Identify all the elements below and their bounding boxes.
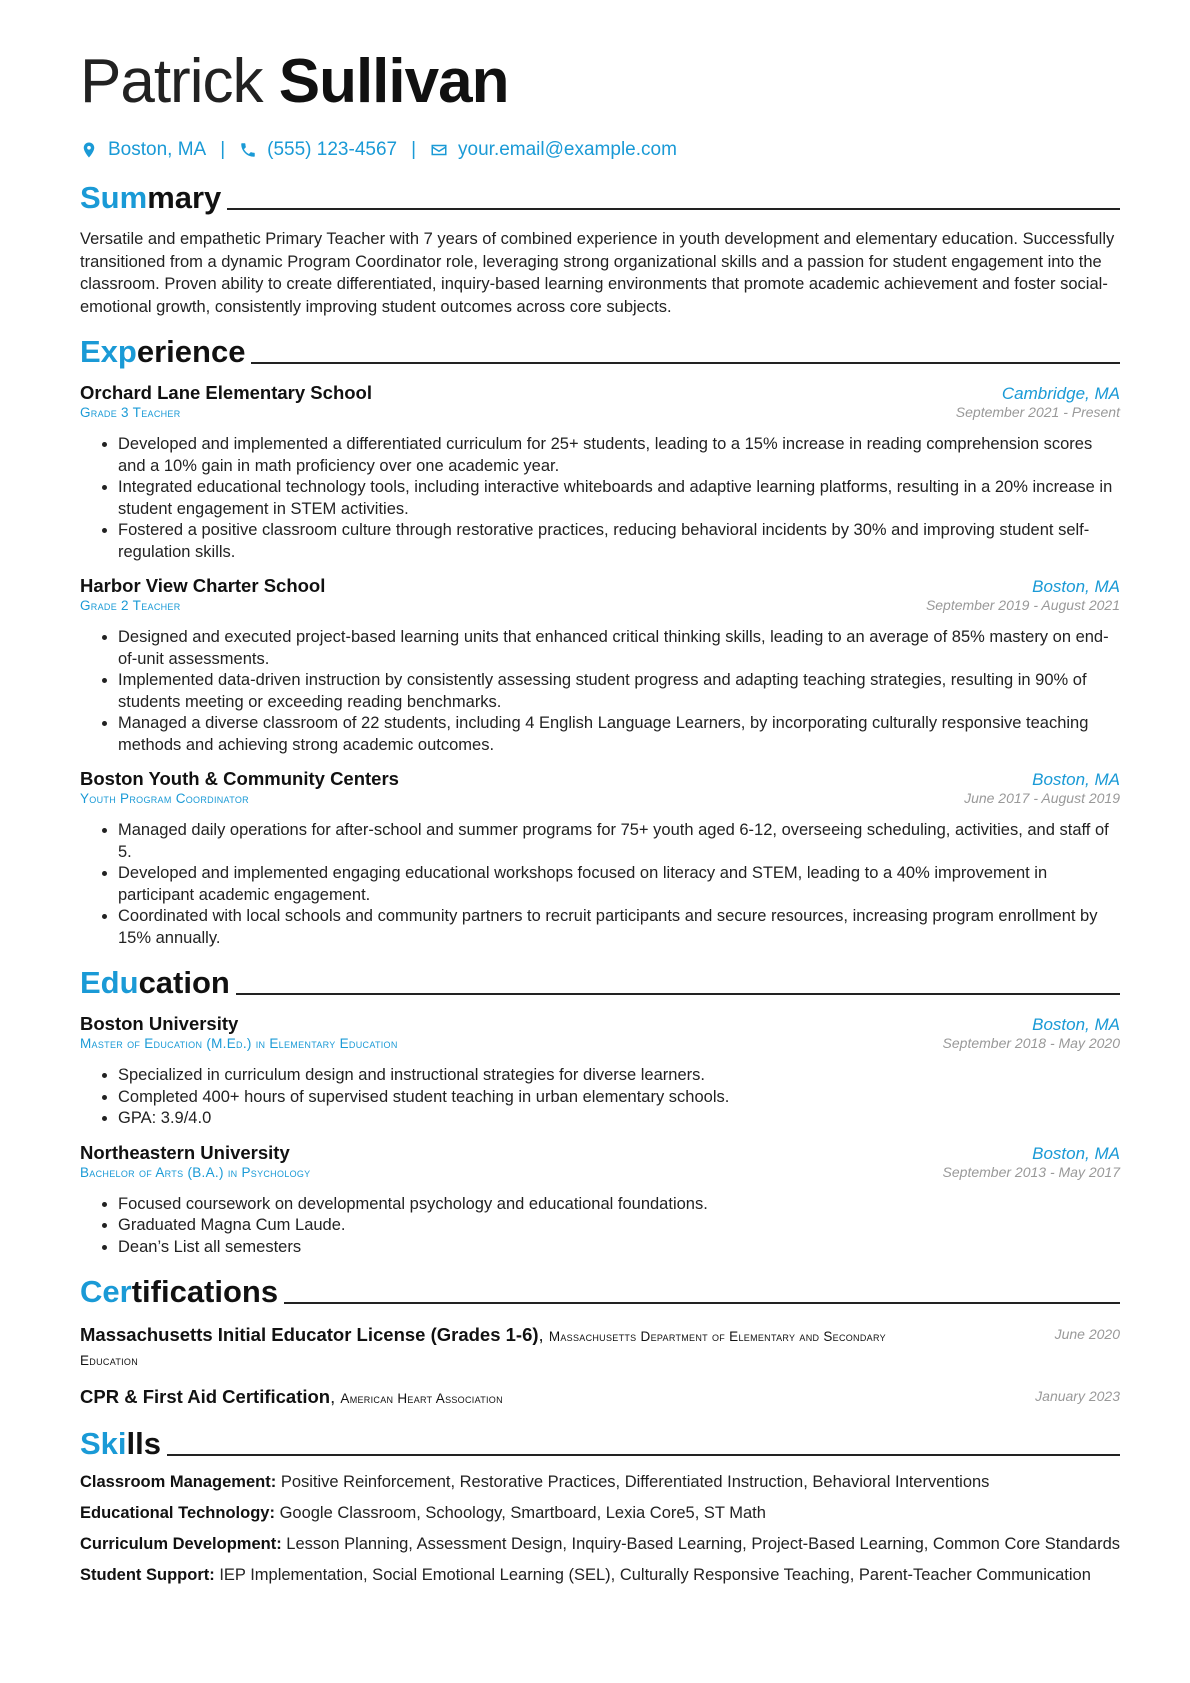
skill-category: Curriculum Development: bbox=[80, 1535, 282, 1553]
section-rule bbox=[227, 208, 1120, 210]
skill-row bbox=[80, 1565, 1120, 1586]
bullet-item: • Managed a diverse classroom of 22 students, including 4 English Language Learners, by incorporating culturally responsive teaching methods and achieving strong academic outcomes. bbox=[118, 713, 1120, 756]
contact-bar bbox=[80, 136, 1120, 164]
experience-heading: Experience bbox=[80, 330, 1120, 370]
bullet-item: • Coordinated with local schools and community partners to recruit participants and secure resources, increasing program enrollment by 15% annually. bbox=[118, 906, 1120, 949]
entry-location: Cambridge, MA bbox=[1001, 384, 1120, 403]
bullet-item: • Completed 400+ hours of supervised student teaching in urban elementary schools. bbox=[118, 1087, 1120, 1109]
section-rule bbox=[251, 362, 1120, 364]
contact-phone[interactable] bbox=[239, 139, 397, 161]
skills-heading: Skills bbox=[80, 1422, 1120, 1462]
certification-issuer: Massachusetts Department of Elementary and Secondary Education bbox=[80, 1329, 886, 1368]
school-name: Boston University bbox=[80, 1013, 239, 1034]
first-name: Patrick bbox=[80, 47, 263, 116]
envelope-icon bbox=[430, 141, 448, 159]
bullet-item: • Developed and implemented engaging educational workshops focused on literacy and STEM, leading to a 40% improvement in participant academic engagement. bbox=[118, 863, 1120, 906]
skill-values: IEP Implementation, Social Emotional Learning (SEL), Culturally Responsive Teaching, Parent-Teacher Communication bbox=[219, 1566, 1091, 1584]
bullet-item: • Specialized in curriculum design and instructional strategies for diverse learners. bbox=[118, 1065, 1120, 1087]
entry-dates: September 2018 - May 2020 bbox=[942, 1035, 1120, 1051]
skill-values: Positive Reinforcement, Restorative Practices, Differentiated Instruction, Behavioral Interventions bbox=[280, 1473, 990, 1491]
degree-title: Bachelor of Arts (B.A.) in Psychology bbox=[80, 1164, 311, 1180]
bullet-item: • Developed and implemented a differentiated curriculum for 25+ students, leading to a 15% increase in reading comprehension scores and a 10% gain in math proficiency over one academic year. bbox=[118, 434, 1120, 477]
bullet-list bbox=[80, 1194, 1120, 1259]
bullet-list bbox=[80, 627, 1120, 756]
experience-entry bbox=[80, 382, 1120, 563]
email-link[interactable]: your.email@example.com bbox=[458, 139, 677, 160]
phone-text: (555) 123-4567 bbox=[267, 139, 398, 160]
contact-separator: | bbox=[220, 139, 226, 160]
resume-page bbox=[80, 40, 1120, 1586]
certifications-heading: Certifications bbox=[80, 1270, 1120, 1310]
experience-entry bbox=[80, 768, 1120, 949]
school-name: Northeastern University bbox=[80, 1141, 290, 1163]
contact-location bbox=[80, 139, 206, 161]
entry-dates: September 2019 - August 2021 bbox=[925, 597, 1120, 613]
skill-row bbox=[80, 1503, 1120, 1524]
bullet-item: • Managed daily operations for after-school and summer programs for 75+ youth aged 6-12, overseeing scheduling, activities, and staff of 5. bbox=[118, 820, 1120, 863]
bullet-item: • Focused coursework on developmental psychology and educational foundations. bbox=[118, 1194, 1120, 1216]
certification-item: CPR & First Aid Certification, American Heart Association January 2023 bbox=[80, 1386, 1120, 1407]
bullet-item: • Integrated educational technology tools, including interactive whiteboards and adaptive learning platforms, resulting in a 20% increase in student engagement in STEM activities. bbox=[118, 477, 1120, 520]
bullet-item: • Designed and executed project-based learning units that enhanced critical thinking skills, leading to an average of 85% mastery on end-of-unit assessments. bbox=[118, 627, 1120, 670]
certification-date: January 2023 bbox=[1035, 1388, 1120, 1404]
location-text: Boston, MA bbox=[108, 139, 207, 160]
bullet-item: • Dean’s List all semesters bbox=[118, 1237, 1120, 1259]
summary-heading: Summary bbox=[80, 176, 1120, 216]
employer-name: Orchard Lane Elementary School bbox=[80, 382, 372, 403]
education-entry bbox=[80, 1142, 1120, 1259]
skill-category: Student Support: bbox=[80, 1566, 215, 1584]
bullet-list bbox=[80, 820, 1120, 949]
skill-row bbox=[80, 1472, 1120, 1493]
entry-location: Boston, MA bbox=[1032, 1015, 1120, 1034]
bullet-item: • Implemented data-driven instruction by consistently assessing student progress and adapting teaching strategies, resulting in 90% of students meeting or exceeding reading benchmarks. bbox=[118, 670, 1120, 713]
skill-values: Google Classroom, Schoology, Smartboard, Lexia Core5, ST Math bbox=[279, 1504, 766, 1522]
bullet-item: • GPA: 3.9/4.0 bbox=[118, 1108, 1120, 1130]
skill-values: Lesson Planning, Assessment Design, Inquiry-Based Learning, Project-Based Learning, Common Core Standards bbox=[286, 1535, 1121, 1553]
bullet-list bbox=[80, 1065, 1120, 1130]
skill-category: Educational Technology: bbox=[80, 1504, 275, 1522]
section-rule bbox=[236, 993, 1120, 995]
section-rule bbox=[167, 1454, 1120, 1456]
entry-location: Boston, MA bbox=[1032, 770, 1120, 789]
certification-issuer: American Heart Association bbox=[340, 1391, 503, 1406]
job-title: Grade 2 Teacher bbox=[80, 598, 181, 613]
last-name: Sullivan bbox=[278, 47, 509, 116]
certification-date: June 2020 bbox=[1054, 1326, 1120, 1342]
bullet-item: • Graduated Magna Cum Laude. bbox=[118, 1215, 1120, 1237]
entry-location: Boston, MA bbox=[1032, 1143, 1120, 1163]
skill-category: Classroom Management: bbox=[80, 1473, 277, 1491]
contact-email[interactable] bbox=[430, 139, 677, 161]
experience-entry bbox=[80, 575, 1120, 756]
summary-text: Versatile and empathetic Primary Teacher with 7 years of combined experience in youth development and elementary education. Successfully transitioned from a dynamic Program Coordinator role, leveraging strong organizational skills and a passion for student engagement into the classroom. Proven ability to create differentiated, inquiry-based learning environments that promote academic achievement and foster social-emotional growth, consistently improving student outcomes across core subjects. bbox=[80, 230, 1115, 316]
job-title: Youth Program Coordinator bbox=[80, 791, 249, 806]
candidate-name bbox=[80, 40, 1120, 124]
certification-item: Massachusetts Initial Educator License (Grades 1-6), Massachusetts Department of Elementary and Secondary Education June 2020 bbox=[80, 1324, 1120, 1368]
certification-name: CPR & First Aid Certification bbox=[80, 1386, 331, 1407]
entry-dates: June 2017 - August 2019 bbox=[964, 790, 1120, 806]
employer-name: Boston Youth & Community Centers bbox=[80, 768, 399, 789]
education-entry bbox=[80, 1013, 1120, 1130]
bullet-item: • Fostered a positive classroom culture through restorative practices, reducing behavioral incidents by 30% and improving student self-regulation skills. bbox=[118, 520, 1120, 563]
map-marker-icon bbox=[80, 141, 98, 159]
certification-name: Massachusetts Initial Educator License (Grades 1-6) bbox=[80, 1324, 539, 1345]
entry-location: Boston, MA bbox=[1032, 577, 1120, 596]
education-heading: Education bbox=[80, 961, 1120, 1001]
contact-separator: | bbox=[411, 139, 417, 160]
bullet-list bbox=[80, 434, 1120, 563]
section-rule bbox=[284, 1302, 1120, 1304]
entry-dates: September 2021 - Present bbox=[955, 404, 1120, 420]
entry-dates: September 2013 - May 2017 bbox=[942, 1163, 1120, 1180]
phone-icon bbox=[239, 141, 257, 159]
job-title: Grade 3 Teacher bbox=[80, 405, 181, 420]
skill-row bbox=[80, 1534, 1120, 1555]
degree-title: Master of Education (M.Ed.) in Elementary Education bbox=[80, 1036, 398, 1051]
employer-name: Harbor View Charter School bbox=[80, 575, 326, 596]
